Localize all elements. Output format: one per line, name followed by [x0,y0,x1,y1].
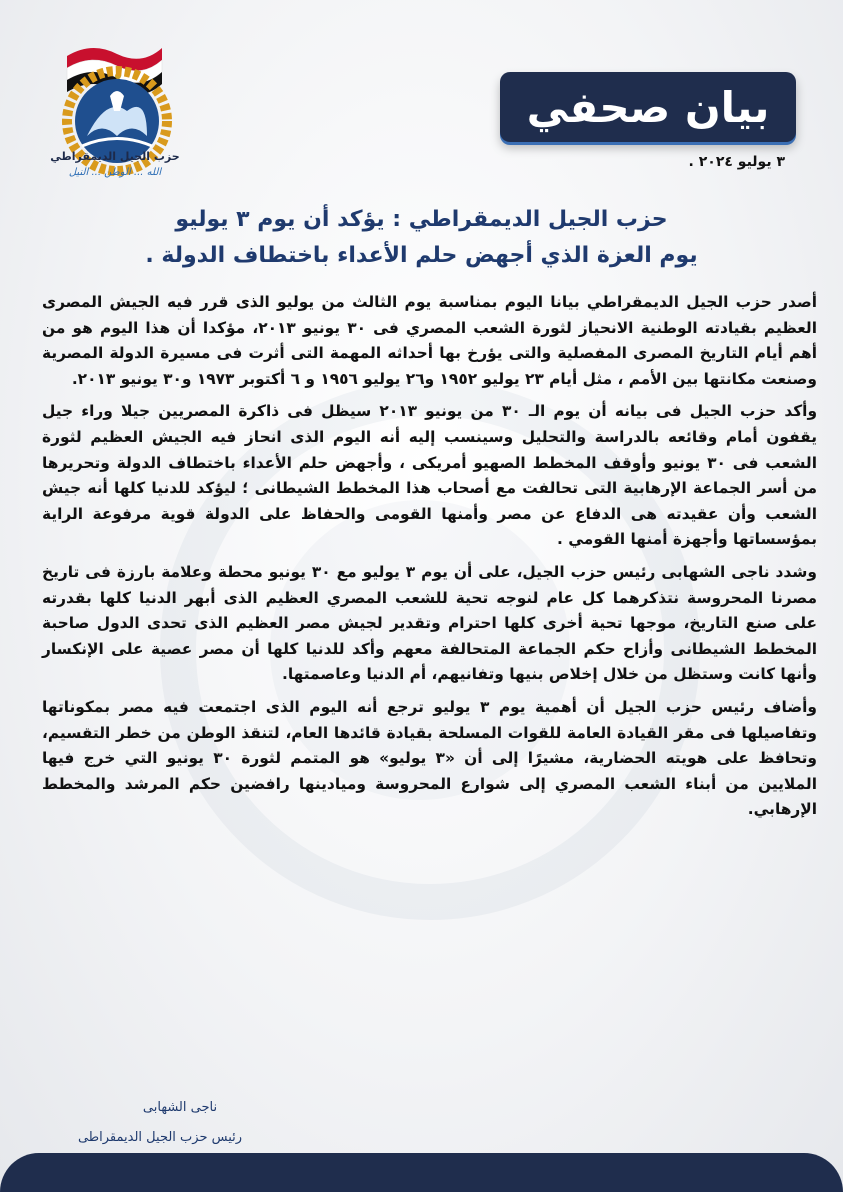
statement-body [42,290,817,830]
paragraph: وأكد حزب الجيل فى بيانه أن يوم الـ ٣٠ من يونيو ٢٠١٣ سيظل فى ذاكرة المصريين جيلا وراء جيل يقفون أمام وقائعه بالدراسة والتحليل وسينسب إليه أنه اليوم الذى انحاز فيه الجيش العظيم لثورة الشعب فى ٣٠ يونيو وأوقف المخطط الصهيو أمريكى ، وأجهض حلم الأعداء باختطاف الدولة وتحريرها من أسر الجماعة الإرهابية التى تحالفت مع أصحاب هذا المخطط الشيطانى ؛ ليؤكد للدنيا كلها أنه جيش الشعب وأن عقيدته هى الدفاع عن مصر وأمنها القومى والحفاظ على الدولة قوية مرفوعة الراية بمؤسساتها وأجهزة أمنها القومي . [42,402,818,549]
headline-line-2: يوم العزة الذي أجهض حلم الأعداء باختطاف الدولة . [145,243,698,268]
footer-bar [0,1153,843,1192]
badge-label: بيان صحفي [526,82,770,132]
signature-title: رئيس حزب الجيل الديمقراطى [77,1130,243,1145]
logo-slogan: الله ... الوطن ... النيل [68,167,162,178]
paragraph: وشدد ناجى الشهابى رئيس حزب الجيل، على أن يوم ٣ يوليو مع ٣٠ يونيو محطة وعلامة بارزة فى تاريخ مصرنا المحروسة نتذكرهما كل عام لنوجه تحية للشعب المصري العظيم الذى أبهر الدنيا كلها بقدرته على صنع التاريخ، موجها تحية أخرى كلها احترام وتقدير لجيش مصر العظيم الذى تحدى الدول صاحبة المخطط الشيطانى وأزاح حكم الجماعة المتحالفة معهم وأكد للدنيا كلها أن مصر عصية على الإنكسار وأنها كانت وستظل من خلال إخلاص بنيها وتفانيهم، أم الدنيا وعاصمتها. [42,562,817,684]
headline-line-1: حزب الجيل الديمقراطي : يؤكد أن يوم ٣ يوليو [175,207,668,232]
paragraph: أصدر حزب الجيل الديمقراطي بيانا اليوم بمناسبة يوم الثالث من يوليو الذى قرر فيه الجيش المصرى العظيم بقيادته الوطنية الانحياز لثورة الشعب المصري فى ٣٠ يونيو ٢٠١٣، مؤكدا أن هذا اليوم هو من أهم أيام التاريخ المصرى المفصلية والتى يؤرخ بها أحداثه المهمة التى أثرت فى مسيرة الدولة المصرية وصنعت مكانتها بين الأمم ، مثل أيام ٢٣ يوليو ١٩٥٢ و٢٦ يوليو ١٩٥٦ و ٦ أكتوبر ١٩٧٣ و٣٠ يونيو ٢٠١٣. [42,293,817,388]
release-date: ٣ يوليو ٢٠٢٤ . [688,154,785,170]
logo-party-name: حزب الجيل الديمقراطي [50,150,180,163]
press-release-badge [500,72,796,142]
paragraph: وأضاف رئيس حزب الجيل أن أهمية يوم ٣ يوليو ترجع أنه اليوم الذى اجتمعت فيه مصر بمكوناتها وتفاصيلها فى مقر القيادة العامة للقوات المسلحة بقيادة قائدها العام، لتنقذ الوطن من خطر التقسيم، وتحافظ على هويته الحضارية، مشيرًا إلى أن «٣ يوليو» هو المتمم لثورة ٣٠ يونيو التي خرج فيها الملايين من أبناء الشعب المصري إلى شوارع المحروسة وميادينها رافضين حكم المرشد والمخطط الإرهابي. [42,697,817,819]
signature-name: ناجى الشهابى [142,1100,218,1115]
